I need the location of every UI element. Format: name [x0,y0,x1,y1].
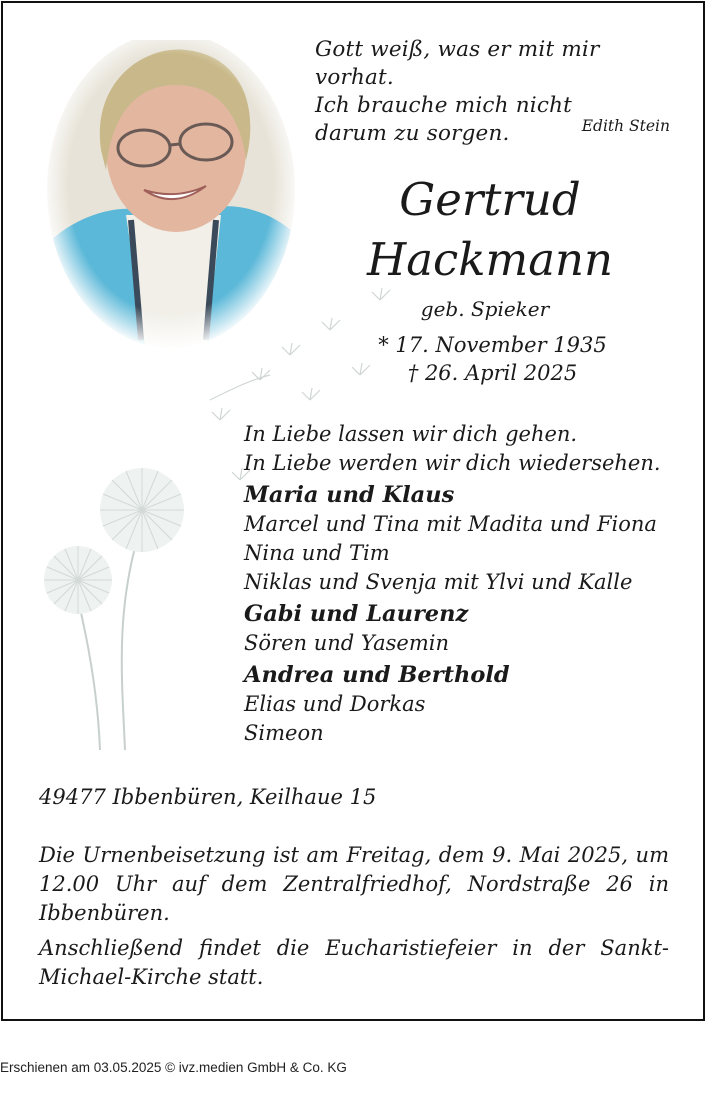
address: 49477 Ibbenbüren, Keilhaue 15 [39,785,377,809]
first-name: Gertrud [399,173,581,226]
death-date: † 26. April 2025 [407,361,578,385]
funeral-details: Die Urnenbeisetzung ist am Freitag, dem 9. Mai 2025, um 12.00 Uhr auf dem Zentralfriedhof, Nordstraße 26 in Ibbenbüren. [39,843,669,925]
family-member-line: Simeon [244,721,324,745]
saying-line: In Liebe werden wir dich wiedersehen. [244,451,661,475]
family-list [244,480,694,750]
family-head: Maria und Klaus [244,482,455,508]
quote-line: Gott weiß, was er mit mir vorhat. [315,37,600,90]
family-member-line: Marcel und Tina mit Madita und Fiona [244,512,657,536]
mass-details: Anschließend findet die Eucharistiefeier in der Sankt-Michael-Kirche statt. [39,936,669,989]
family-head: Gabi und Laurenz [244,601,469,627]
family-member-line: Nina und Tim [244,541,390,565]
family-member-line: Niklas und Svenja mit Ylvi und Kalle [244,570,633,594]
quote-line: Ich brauche mich nicht [315,93,573,118]
saying-line: In Liebe lassen wir dich gehen. [244,422,578,446]
family-group [244,660,694,748]
family-group [244,599,694,658]
publication-footer: Erschienen am 03.05.2025 © ivz.medien GmbH & Co. KG [0,1060,347,1075]
birth-name: geb. Spieker [420,297,550,321]
family-group [244,480,694,597]
quote-author: Edith Stein [581,117,670,135]
birth-date: * 17. November 1935 [378,333,607,357]
family-member-line: Sören und Yasemin [244,631,449,655]
quote-line: darum zu sorgen. [315,121,510,146]
family-head: Andrea und Berthold [244,662,510,688]
saying [244,420,684,478]
portrait-photo [46,40,296,352]
family-member-line: Elias und Dorkas [244,692,426,716]
last-name: Hackmann [366,233,613,286]
